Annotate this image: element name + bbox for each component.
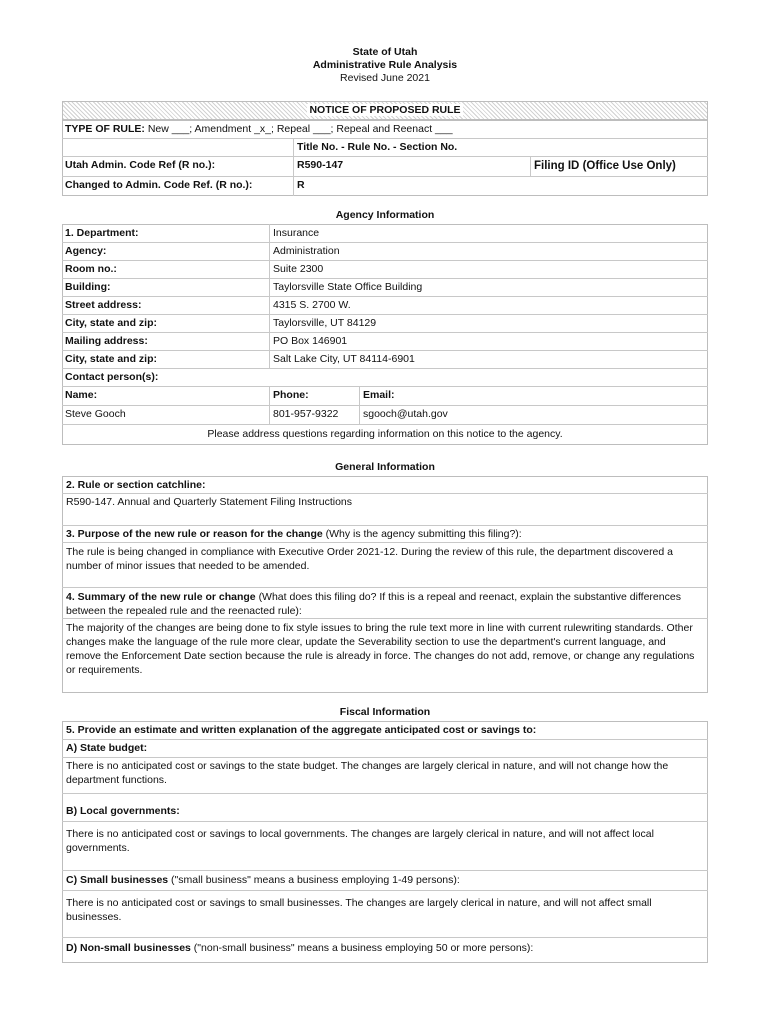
q3-hint: (Why is the agency submitting this filing?): xyxy=(325,528,522,540)
local-gov-label: B) Local governments: xyxy=(66,805,180,817)
agency-section-title: Agency Information xyxy=(335,209,435,221)
agency-label: Agency: xyxy=(65,245,107,257)
email-header: Email: xyxy=(363,389,395,401)
contact-email[interactable]: sgooch@utah.gov xyxy=(363,408,448,420)
department-value: Insurance xyxy=(273,227,320,239)
filing-id-label: Filing ID xyxy=(534,160,580,172)
non-small-business-label: D) Non-small businesses xyxy=(66,942,191,954)
general-section-title: General Information xyxy=(335,461,435,473)
changed-ref-label: Changed to Admin. Code Ref. (R no.): xyxy=(65,179,253,191)
building-value: Taylorsville State Office Building xyxy=(273,281,423,293)
city-label: City, state and zip: xyxy=(65,317,157,329)
fiscal-section-title: Fiscal Information xyxy=(339,706,431,718)
room-value: Suite 2300 xyxy=(273,263,324,275)
q4-answer: The majority of the changes are being done to fix style issues to bring the rule text more in line with current rulewriting standards. Other changes make the language of the rule more clear, update the Severability section to use the department's current language, and remove the Enforcement Date section because the rule is already in force. The changes do not add, remove, or change any regulations or requirements. xyxy=(66,622,695,676)
building-label: Building: xyxy=(65,281,111,293)
revision-date: Revised June 2021 xyxy=(340,72,430,84)
phone-header: Phone: xyxy=(273,389,309,401)
non-small-business-hint: ("non-small business" means a business employing 50 or more persons): xyxy=(193,942,534,954)
type-of-rule-value: New ___; Amendment _x_; Repeal ___; Repeal and Reenact ___ xyxy=(147,123,453,135)
mailing-city-label: City, state and zip: xyxy=(65,353,157,365)
q3-answer: The rule is being changed in compliance with Executive Order 2021-12. During the review of this rule, the department discovered a number of minor issues that needed to be amended. xyxy=(66,546,673,572)
department-label: 1. Department: xyxy=(65,227,139,239)
street-value: 4315 S. 2700 W. xyxy=(273,299,351,311)
agency-value: Administration xyxy=(273,245,340,257)
small-business-hint: ("small business" means a business employing 1-49 persons): xyxy=(171,874,460,886)
city-value: Taylorsville, UT 84129 xyxy=(273,317,377,329)
q3-question xyxy=(66,527,702,541)
state-title: State of Utah xyxy=(352,46,418,58)
agency-note: Please address questions regarding information on this notice to the agency. xyxy=(207,428,563,440)
filing-id-note: (Office Use Only) xyxy=(582,160,676,172)
q4-question xyxy=(66,590,702,618)
code-ref-value: R590-147 xyxy=(297,159,344,171)
mailing-label: Mailing address: xyxy=(65,335,148,347)
q2-answer: R590-147. Annual and Quarterly Statement Filing Instructions xyxy=(66,496,352,508)
q2-label: 2. Rule or section catchline: xyxy=(66,479,206,491)
street-label: Street address: xyxy=(65,299,142,311)
notice-title: NOTICE OF PROPOSED RULE xyxy=(309,104,461,116)
contacts-label: Contact person(s): xyxy=(65,371,159,383)
document-title: Administrative Rule Analysis xyxy=(312,59,458,71)
non-small-business-question xyxy=(66,941,702,955)
q4-label: 4. Summary of the new rule or change xyxy=(66,591,256,603)
small-business-answer: There is no anticipated cost or savings to small businesses. The changes are largely clerical in nature, and will not affect small businesses. xyxy=(66,897,652,923)
small-business-question xyxy=(66,873,702,887)
type-of-rule xyxy=(62,121,702,138)
filing-id xyxy=(531,158,707,175)
q3-label: 3. Purpose of the new rule or reason for the change xyxy=(66,528,323,540)
title-no-header: Title No. - Rule No. - Section No. xyxy=(297,141,458,153)
state-budget-answer: There is no anticipated cost or savings to the state budget. The changes are largely clerical in nature, and will not change how the department functions. xyxy=(66,760,669,786)
mailing-city-value: Salt Lake City, UT 84114-6901 xyxy=(273,353,415,365)
q5-label: 5. Provide an estimate and written explanation of the aggregate anticipated cost or savings to: xyxy=(66,724,537,736)
small-business-label: C) Small businesses xyxy=(66,874,169,886)
type-of-rule-label: TYPE OF RULE: xyxy=(65,123,145,135)
name-header: Name: xyxy=(65,389,98,401)
q4-hint: (What does this filing do? If this is a repeal and reenact, explain the substantive differences between the repealed rule and the reenacted rule): xyxy=(66,591,681,617)
state-budget-label: A) State budget: xyxy=(66,742,148,754)
room-label: Room no.: xyxy=(65,263,117,275)
contact-phone: 801-957-9322 xyxy=(273,408,339,420)
notice-title-bar xyxy=(62,101,708,120)
local-gov-answer: There is no anticipated cost or savings to local governments. The changes are largely clerical in nature, and will not affect local governments. xyxy=(66,828,654,854)
code-ref-label: Utah Admin. Code Ref (R no.): xyxy=(65,159,216,171)
mailing-value: PO Box 146901 xyxy=(273,335,348,347)
contact-name: Steve Gooch xyxy=(65,408,126,420)
changed-ref-value: R xyxy=(297,179,305,191)
